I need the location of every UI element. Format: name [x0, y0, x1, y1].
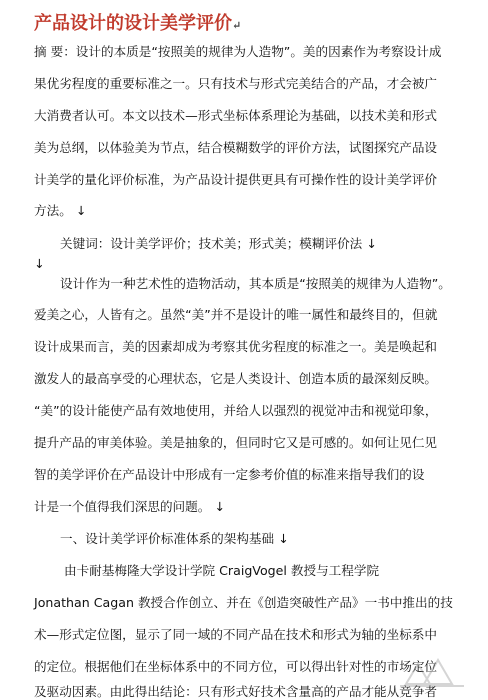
text-line: 由卡耐基梅隆大学设计学院 CraigVogel 教授与工程学院 [64, 563, 380, 578]
text-line: 果优劣程度的重要标准之一。只有技术与形式完美结合的产品，才会被广 [34, 76, 437, 91]
text-line: 计是一个值得我们深思的问题。 ↓ [34, 499, 225, 514]
text-line: 爱美之心，人皆有之。虽然“美”并不是设计的唯一属性和最终目的，但就 [34, 307, 438, 322]
empty-paragraph: ↓ [34, 256, 45, 271]
text-line: “美”的设计能使产品有效地使用，并给人以强烈的视觉冲击和视觉印象， [34, 403, 438, 418]
text-line: 美为总纲，以体验美为节点，结合模糊数学的评价方法，试图探究产品设 [34, 140, 437, 155]
text-line: 大消费者认可。本文以技术—形式坐标体系理论为基础，以技术美和形式 [34, 108, 437, 123]
watermark-logo-icon [386, 654, 482, 694]
text-line: 设计作为一种艺术性的造物活动，其本质是“按照美的规律为人造物”。 [60, 276, 451, 291]
title-text: 产品设计的设计美学评价 [34, 13, 232, 34]
keywords-line: 关键词：设计美学评价；技术美；形式美；模糊评价法 ↓ [60, 236, 377, 251]
section-heading: 一、设计美学评价标准体系的架构基础 ↓ [60, 531, 289, 546]
document-title [34, 9, 241, 35]
text-line: 提升产品的审美体验。美是抽象的，但同时它又是可感的。如何让见仁见 [34, 435, 437, 450]
text-line: Jonathan Cagan 教授合作创立、并在《创造突破性产品》一书中推出的技 [34, 595, 453, 610]
paragraph-mark-icon: ↵ [232, 19, 242, 32]
text-line: 及驱动因素。由此得出结论：只有形式好技术含量高的产品才能从竞争者 [34, 684, 437, 699]
text-line: 激发人的最高享受的心理状态，它是人类设计、创造本质的最深刻反映。 [34, 371, 437, 386]
text-line: 术—形式定位图，显示了同一域的不同产品在技术和形式为轴的坐标系中 [34, 627, 437, 642]
text-line: 设计成果而言，美的因素却成为考察其优劣程度的标准之一。美是唤起和 [34, 339, 437, 354]
text-line: 计美学的量化评价标准，为产品设计提供更具有可操作性的设计美学评价 [34, 172, 437, 187]
text-line: 智的美学评价在产品设计中形成有一定参考价值的标准来指导我们的设 [34, 467, 425, 482]
text-line: 摘 要：设计的本质是“按照美的规律为人造物”。美的因素作为考察设计成 [34, 44, 442, 59]
text-line: 的定位。根据他们在坐标体系中的不同方位，可以得出针对性的市场定位 [34, 659, 437, 674]
text-line: 方法。 ↓ [34, 203, 87, 218]
